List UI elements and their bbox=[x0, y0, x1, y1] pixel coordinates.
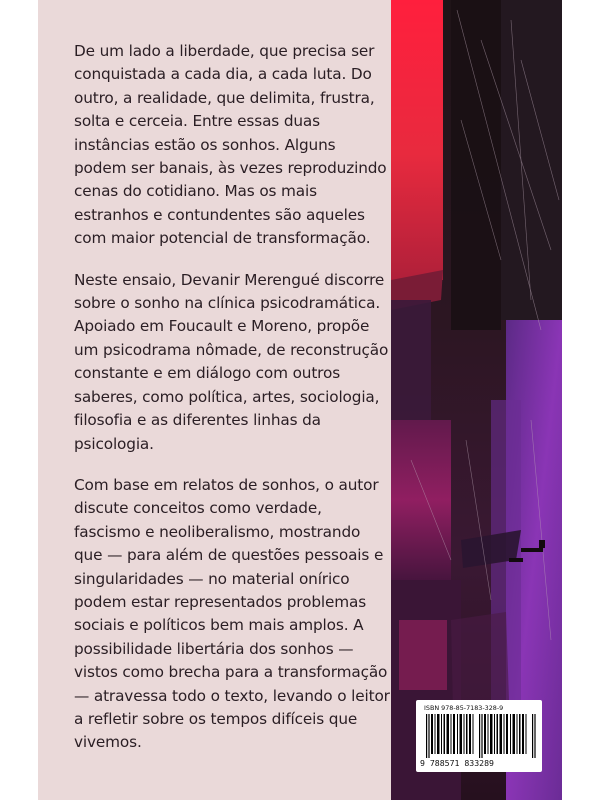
barcode-bars bbox=[426, 714, 536, 758]
blurb-text bbox=[74, 40, 392, 773]
blurb-paragraph-3: Com base em relatos de sonhos, o autor discute conceitos como verdade, fascismo e neoliberalismo, mostrando que — para além de questões pessoais e singularidades — no material onírico podem estar representados problemas sociais e políticos bem mais amplos. A possibilidade libertária dos sonhos — vistos como brecha para a transformação — atravessa todo o texto, levando o leitor a refletir sobre os tempos difíceis que vivemos. bbox=[74, 475, 390, 752]
isbn-label: ISBN 978-85-7183-328-9 bbox=[424, 704, 504, 712]
abstract-painting bbox=[391, 0, 562, 800]
barcode-digits: 9 788571 833289 bbox=[420, 758, 494, 768]
blurb-paragraph-2: Neste ensaio, Devanir Merengué discorre sobre o sonho na clínica psicodramática. Apoiado em Foucault e Moreno, propõe um psicodrama nômade, de reconstrução constante e em diálogo com outros saberes, como política, artes, sociologia, filosofia e as diferentes linhas da psicologia. bbox=[74, 270, 389, 453]
blurb-paragraph-1: De um lado a liberdade, que precisa ser conquistada a cada dia, a cada luta. Do outro, a realidade, que delimita, frustra, solta e cerceia. Entre essas duas instâncias estão os sonhos. Alguns podem ser banais, às vezes reproduzindo cenas do cotidiano. Mas os mais estranhos e contundentes são aqueles com maior potencial de transformação. bbox=[74, 42, 387, 248]
back-cover bbox=[38, 0, 562, 800]
barcode-area bbox=[416, 700, 542, 772]
